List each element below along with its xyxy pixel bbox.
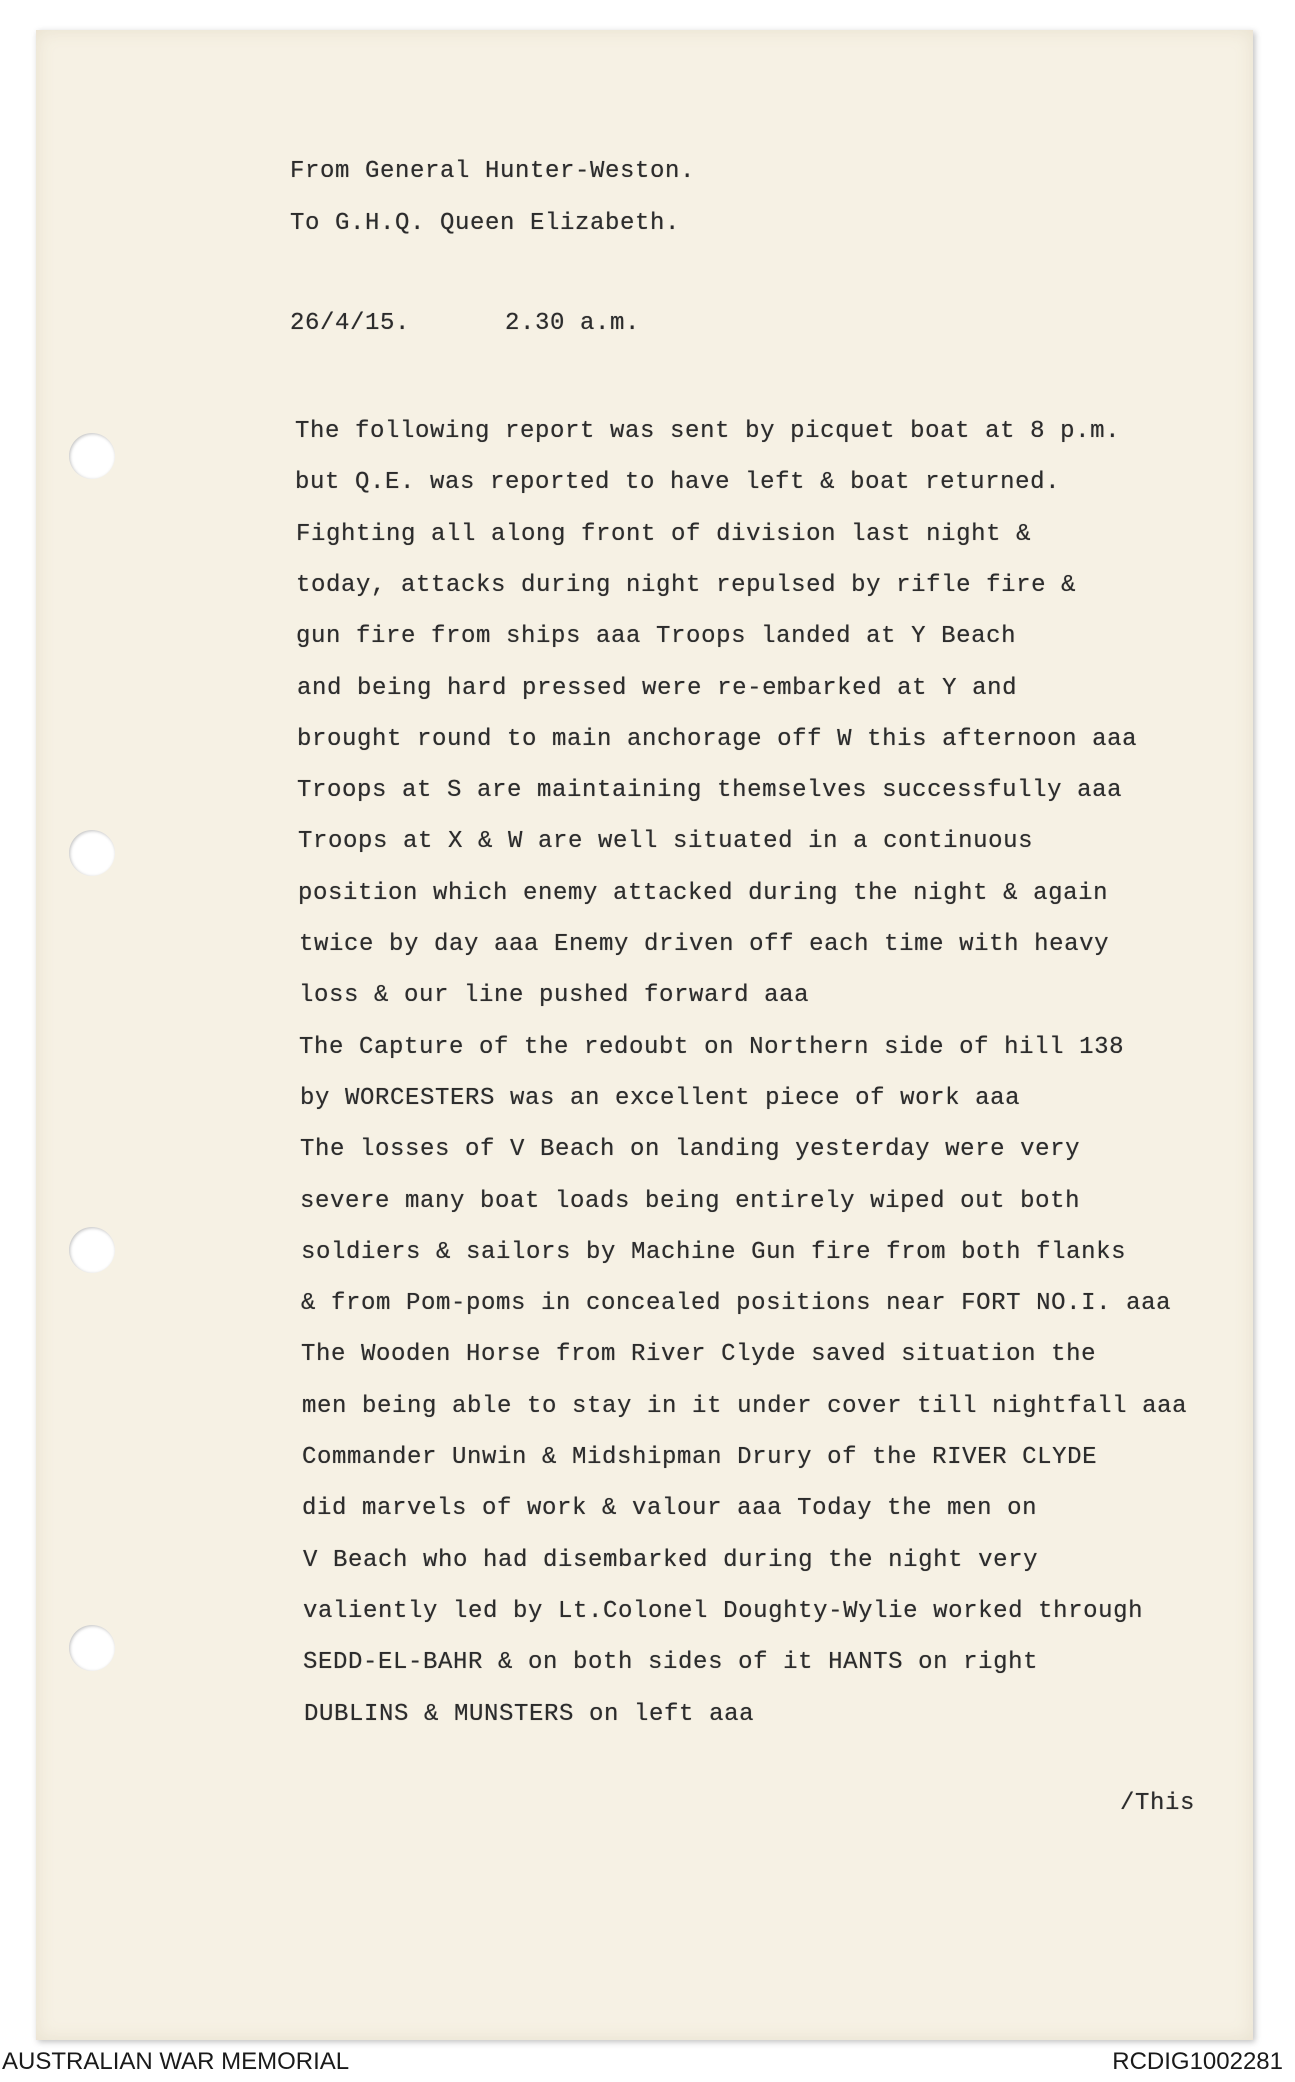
body-line: severe many boat loads being entirely wiped out both (300, 1187, 1081, 1215)
body-line: brought round to main anchorage off W this afternoon aaa (297, 725, 1138, 753)
body-line: Troops at X & W are well situated in a continuous (298, 828, 1034, 856)
body-line: The Capture of the redoubt on Northern side of hill 138 (299, 1033, 1125, 1061)
punch-hole (69, 830, 115, 876)
body-line: and being hard pressed were re-embarked at Y and (297, 674, 1018, 702)
from-line: From General Hunter-Weston. (290, 158, 696, 185)
body-line: by WORCESTERS was an excellent piece of work aaa (300, 1084, 1021, 1112)
to-line: To G.H.Q. Queen Elizabeth. (290, 210, 681, 237)
message-time: 2.30 a.m. (505, 310, 641, 337)
footer-reference: RCDIG1002281 (1112, 2048, 1283, 2075)
punch-hole (69, 433, 115, 479)
message-date: 26/4/15. (290, 310, 411, 337)
catchword: /This (1120, 1790, 1196, 1817)
footer-institution: AUSTRALIAN WAR MEMORIAL (2, 2048, 350, 2075)
body-line: Troops at S are maintaining themselves successfully aaa (297, 777, 1123, 805)
body-line: soldiers & sailors by Machine Gun fire from both flanks (301, 1238, 1127, 1266)
body-line: Commander Unwin & Midshipman Drury of the RIVER CLYDE (302, 1444, 1098, 1471)
body-line: gun fire from ships aaa Troops landed at Y Beach (296, 623, 1017, 651)
punch-hole (69, 1227, 115, 1273)
body-line: men being able to stay in it under cover till nightfall aaa (302, 1392, 1188, 1420)
body-line: Fighting all along front of division last night & (296, 520, 1032, 548)
body-line: but Q.E. was reported to have left & boat returned. (295, 469, 1061, 497)
body-line: SEDD-EL-BAHR & on both sides of it HANTS on right (303, 1649, 1039, 1677)
body-line: loss & our line pushed forward aaa (299, 982, 810, 1010)
body-line: The Wooden Horse from River Clyde saved situation the (301, 1341, 1097, 1369)
body-line: position which enemy attacked during the night & again (298, 879, 1109, 907)
body-line: The losses of V Beach on landing yesterday were very (300, 1136, 1081, 1164)
body-line: & from Pom-poms in concealed positions near FORT NO.I. aaa (301, 1290, 1172, 1318)
punch-hole (69, 1625, 115, 1671)
body-line: did marvels of work & valour aaa Today the men on (302, 1495, 1038, 1523)
body-line: DUBLINS & MUNSTERS on left aaa (304, 1700, 755, 1728)
body-line: twice by day aaa Enemy driven off each time with heavy (299, 931, 1110, 958)
body-line: V Beach who had disembarked during the night very (303, 1546, 1039, 1574)
body-line: The following report was sent by picquet boat at 8 p.m. (295, 418, 1121, 445)
body-line: today, attacks during night repulsed by rifle fire & (296, 571, 1077, 599)
body-line: valiently led by Lt.Colonel Doughty-Wylie worked through (303, 1597, 1144, 1625)
